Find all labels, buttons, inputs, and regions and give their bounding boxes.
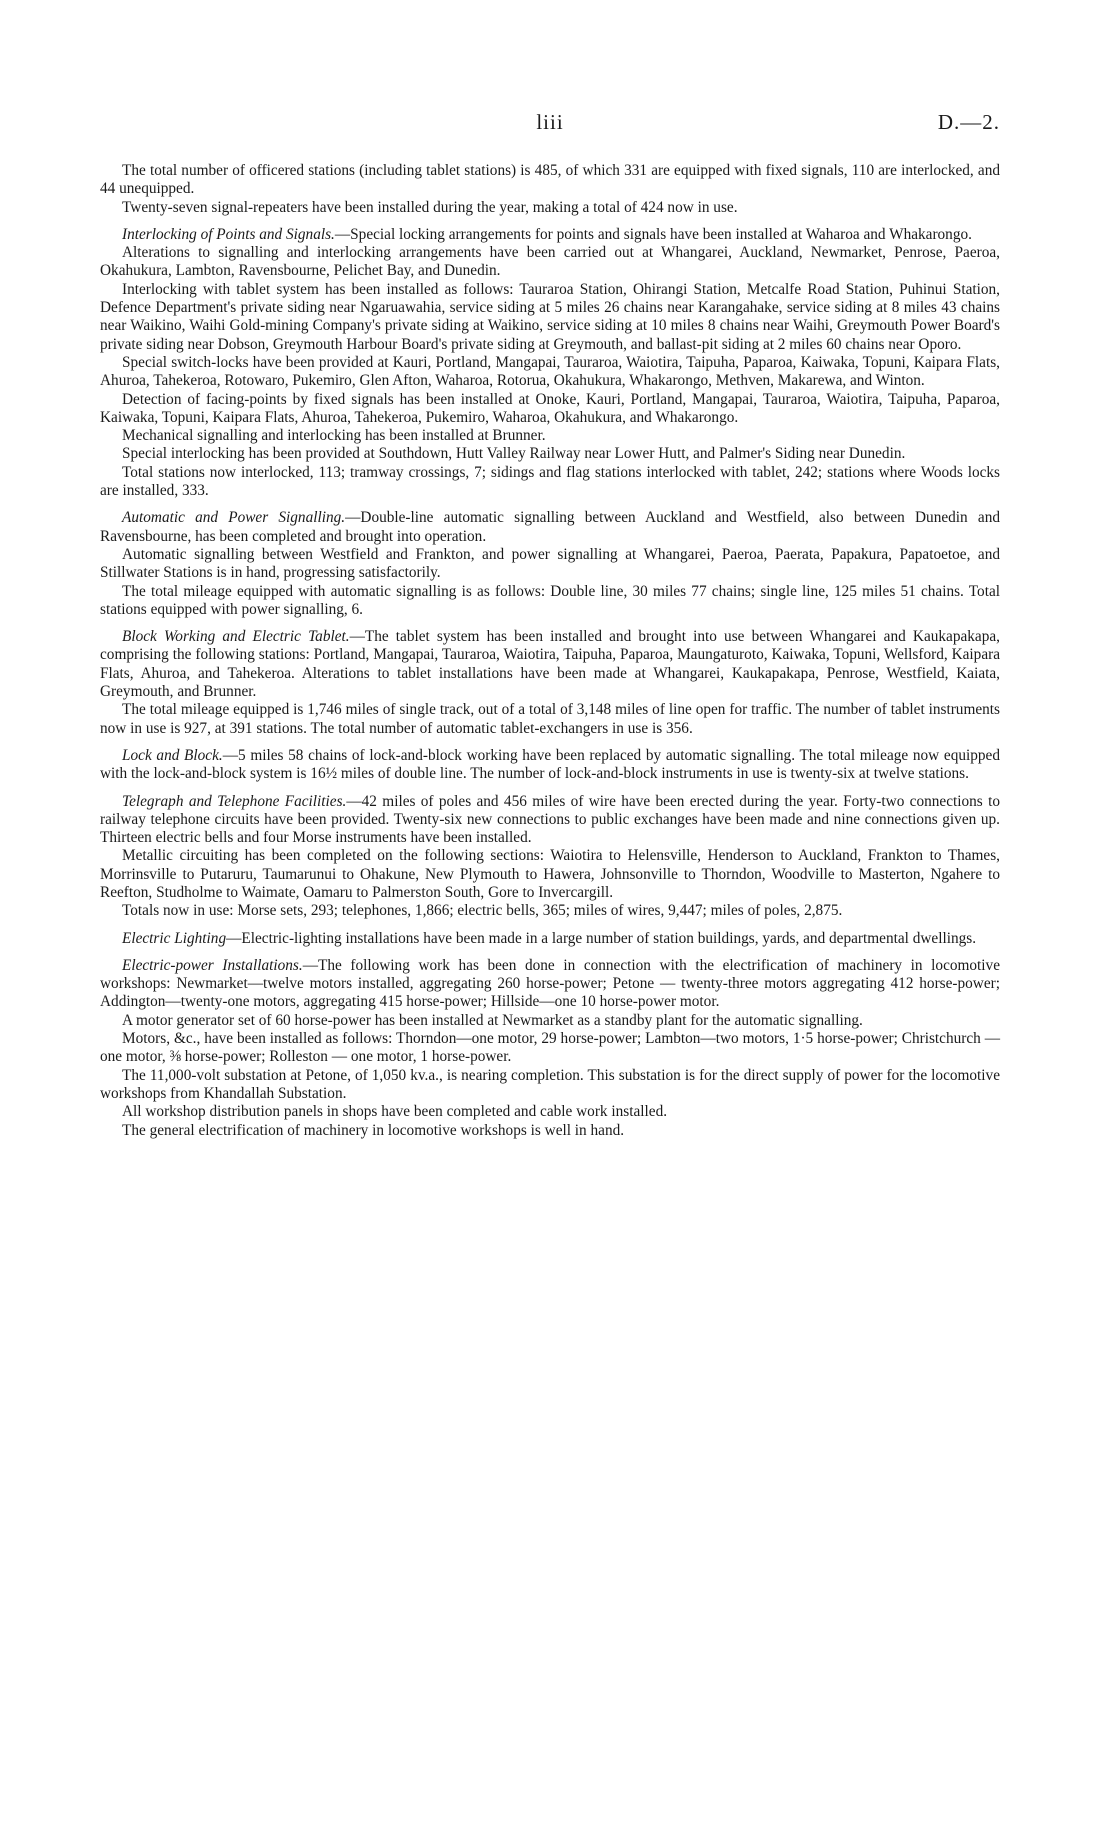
- paragraph: The 11,000-volt substation at Petone, of 1,050 kv.a., is nearing completion. This substation is for the direct supply of power for the locomotive workshops from Khandallah Substation.: [100, 1066, 1000, 1102]
- paragraph-text: —Double-line automatic signalling between Auckland and Westfield, also between Dunedin and Ravensbourne, has been completed and brought into operation.: [100, 509, 1000, 545]
- paragraph: Twenty-seven signal-repeaters have been installed during the year, making a total of 424 now in use.: [122, 198, 738, 216]
- paragraph: Alterations to signalling and interlocking arrangements have been carried out at Whangarei, Auckland, Newmarket, Penrose, Paeroa, Okahukura, Lambton, Ravensbourne, Pelichet Bay, and Dunedin.: [100, 244, 1000, 280]
- section-heading: Electric-power Installations.: [122, 956, 303, 974]
- interlocking-section: [100, 226, 1000, 500]
- paragraph: The total number of officered stations (including tablet stations) is 485, of which 331 are equipped with fixed signals, 110 are interlocked, and 44 unequipped.: [100, 162, 1000, 198]
- paragraph-text: —5 miles 58 chains of lock-and-block working have been replaced by automatic signalling. The total mileage now equipped with the lock-and-block system is 16½ miles of double line. The number of lock-and-block instruments in use is twenty-six at twelve stations.: [100, 746, 1000, 783]
- paragraph: Detection of facing-points by fixed signals has been installed at Onoke, Kauri, Portland, Mangapai, Tauraroa, Waiotira, Taipuha, Paparoa, Kaiwaka, Topuni, Kaipara Flats, Ahuroa, Tahekeroa, Pukemiro, Waharoa, Okahukura, and Whakarongo.: [100, 390, 1000, 426]
- section-heading: Interlocking of Points and Signals.: [122, 225, 335, 243]
- paragraph-text: —Electric-lighting installations have been made in a large number of station buildings, yards, and departmental dwellings.: [226, 929, 977, 947]
- paragraph: [100, 747, 1000, 784]
- intro-section: [100, 162, 1000, 217]
- paragraph: Automatic signalling between Westfield and Frankton, and power signalling at Whangarei, Paeroa, Paerata, Papakura, Papatoetoe, and Stillwater Stations is in hand, progressing satisfactorily.: [100, 545, 1000, 582]
- paragraph: Interlocking with tablet system has been installed as follows: Tauraroa Station, Ohirangi Station, Metcalfe Road Station, Puhinui Station, Defence Department's private siding near Ngaruawahia, service siding at 5 miles 26 chains near Karangahake, service siding at 8 miles 43 chains near Waikino, Waihi Gold-mining Company's private siding at Waikino, service siding at 10 miles 8 chains near Waihi, Greymouth Power Board's private siding near Dobson, Greymouth Harbour Board's private siding at Greymouth, and ballast-pit siding at 2 miles 60 chains near Oporo.: [100, 280, 1000, 353]
- paragraph-text: —The following work has been done in connection with the electrification of machinery in locomotive workshops: Newmarket—twelve motors installed, aggregating 260 horse-power; Petone — twenty-three motors aggregating 412 horse-power; Addington—twenty-one motors, aggregating 415 horse-power; Hillside—one 10 horse-power motor.: [100, 956, 1000, 1011]
- paragraph: [100, 957, 1000, 1012]
- paragraph: Special interlocking has been provided at Southdown, Hutt Valley Railway near Lower Hutt, and Palmer's Siding near Dunedin.: [122, 445, 906, 463]
- paragraph: [100, 226, 1000, 244]
- paragraph: Total stations now interlocked, 113; tramway crossings, 7; sidings and flag stations interlocked with tablet, 242; stations where Woods locks are installed, 333.: [100, 463, 1000, 500]
- paragraph: [100, 628, 1000, 701]
- electric-lighting-section: [100, 930, 1000, 948]
- paragraph-text: —Special locking arrangements for points and signals have been installed at Waharoa and Whakarongo.: [334, 225, 972, 243]
- telegraph-section: [100, 793, 1000, 921]
- page-number: liii: [536, 110, 564, 134]
- lock-and-block-section: [100, 747, 1000, 784]
- electric-power-section: [100, 957, 1000, 1140]
- document-page: [100, 110, 1000, 1140]
- section-heading: Block Working and Electric Tablet.: [122, 628, 350, 646]
- paragraph: Motors, &c., have been installed as follows: Thorndon—one motor, 29 horse-power; Lambton—two motors, 1·5 horse-power; Christchurch — one motor, ⅜ horse-power; Rolleston — one motor, 1 horse-power.: [100, 1030, 1000, 1066]
- paragraph: Mechanical signalling and interlocking has been installed at Brunner.: [122, 427, 546, 445]
- paragraph-text: —The tablet system has been installed and brought into use between Whangarei and Kaukapakapa, comprising the following stations: Portland, Mangapai, Tauraroa, Waiotira, Taipuha, Paparoa, Maungaturoto, Kaiwaka, Topuni, Wellsford, Kaipara Flats, Ahuroa, and Tahekeroa. Alterations to tablet installations have been made at Whangarei, Kaukapakapa, Penrose, Westfield, Kaiata, Greymouth, and Brunner.: [100, 628, 1000, 701]
- paragraph: The general electrification of machinery in locomotive workshops is well in hand.: [122, 1121, 625, 1139]
- paragraph: [100, 509, 1000, 546]
- paragraph: All workshop distribution panels in shops have been completed and cable work installed.: [122, 1103, 668, 1121]
- section-heading: Telegraph and Telephone Facilities.: [122, 792, 347, 810]
- paragraph: Totals now in use: Morse sets, 293; telephones, 1,866; electric bells, 365; miles of wires, 9,447; miles of poles, 2,875.: [122, 902, 843, 920]
- section-heading: Electric Lighting: [122, 929, 227, 947]
- paragraph: The total mileage equipped is 1,746 miles of single track, out of a total of 3,148 miles of line open for traffic. The number of tablet instruments now in use is 927, at 391 stations. The total number of automatic tablet-exchangers in use is 356.: [100, 701, 1000, 737]
- block-working-section: [100, 628, 1000, 738]
- paragraph: The total mileage equipped with automatic signalling is as follows: Double line, 30 miles 77 chains; single line, 125 miles 51 chains. Total stations equipped with power signalling, 6.: [100, 582, 1000, 618]
- paragraph: A motor generator set of 60 horse-power has been installed at Newmarket as a standby plant for the automatic signalling.: [122, 1011, 863, 1029]
- page-header: [100, 110, 1000, 144]
- section-heading: Automatic and Power Signalling.: [122, 509, 346, 527]
- automatic-signalling-section: [100, 509, 1000, 619]
- paragraph: Metallic circuiting has been completed on the following sections: Waiotira to Helensville, Henderson to Auckland, Frankton to Thames, Morrinsville to Putaruru, Taumarunui to Ohakune, New Plymouth to Hawera, Johnsonville to Thorndon, Woodville to Masterton, Ngahere to Reefton, Studholme to Waimate, Oamaru to Palmerston South, Gore to Invercargill.: [100, 847, 1000, 901]
- paragraph: [100, 793, 1000, 848]
- section-heading: Lock and Block.: [122, 746, 223, 764]
- paragraph: [100, 930, 1000, 948]
- document-code: D.—2.: [937, 110, 1000, 134]
- paragraph: Special switch-locks have been provided at Kauri, Portland, Mangapai, Tauraroa, Waiotira, Taipuha, Paparoa, Kaiwaka, Topuni, Kaipara Flats, Ahuroa, Tahekeroa, Rotowaro, Pukemiro, Glen Afton, Waharoa, Rotorua, Okahukura, Whakarongo, Methven, Makarewa, and Winton.: [100, 353, 1000, 390]
- paragraph-text: —42 miles of poles and 456 miles of wire have been erected during the year. Forty-two connections to railway telephone circuits have been provided. Twenty-six new connections to public exchanges have been made and nine connections given up. Thirteen electric bells and four Morse instruments have been installed.: [100, 792, 1000, 847]
